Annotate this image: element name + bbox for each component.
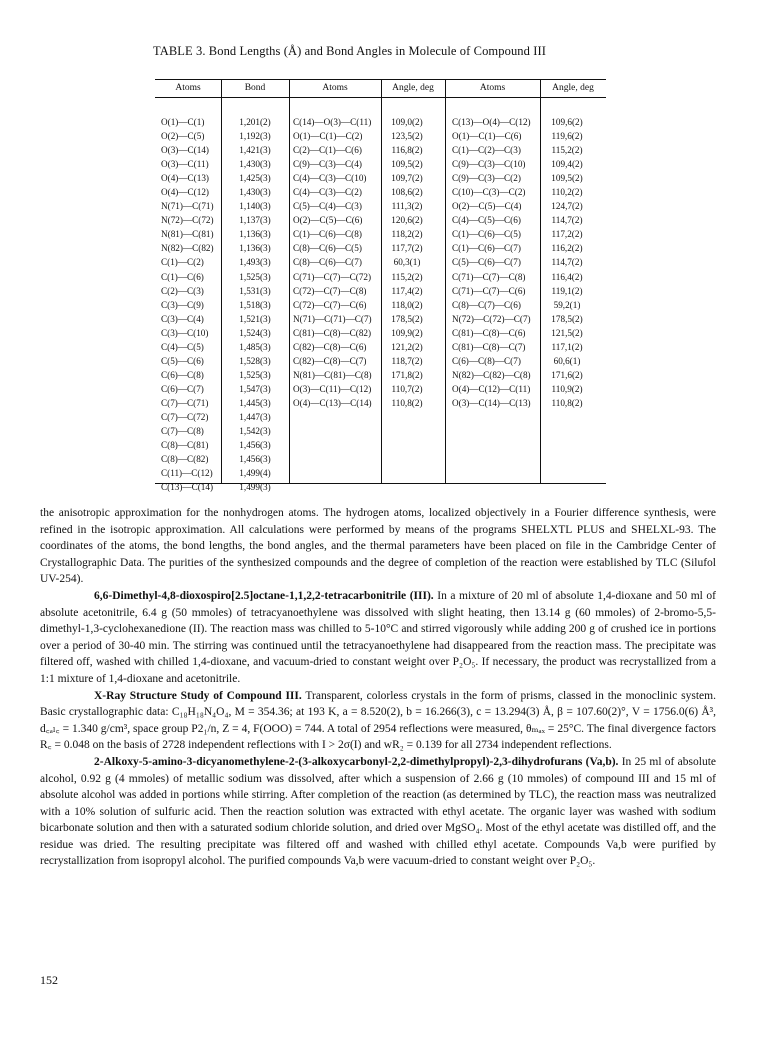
table-cell: C(72)—C(7)—C(8) [293, 285, 367, 296]
table-cell: 108,6(2) [391, 187, 423, 198]
table-cell: 1,430(3) [239, 187, 271, 198]
table-cell: O(3)—C(11) [161, 159, 209, 170]
table-cell: O(3)—C(14) [161, 145, 209, 156]
table-cell: 115,2(2) [551, 145, 583, 156]
paragraph [40, 588, 716, 688]
table-cell: 1,425(3) [239, 173, 271, 184]
table-cell: 116,8(2) [391, 145, 423, 156]
table-cell: C(2)—C(3) [161, 285, 204, 296]
table-cell: C(10)—C(3)—C(2) [452, 187, 526, 198]
table-cell: C(1)—C(6)—C(8) [293, 229, 362, 240]
table-cell: O(1)—C(1)—C(2) [293, 131, 363, 142]
table-cell: 109,0(2) [391, 117, 423, 127]
table-cell: C(71)—C(7)—C(6) [452, 285, 526, 296]
paragraph-heading: X-Ray Structure Study of Compound III. [94, 689, 302, 702]
table-cell: N(71)—C(71)—C(7) [293, 313, 372, 324]
column-bond-lengths [231, 115, 279, 494]
table-cell: 171,6(2) [551, 369, 583, 380]
table-cell: C(8)—C(81) [161, 440, 209, 451]
table-cell: 118,0(2) [391, 299, 423, 310]
table-cell: 109,9(2) [391, 327, 423, 338]
table-cell: 1,456(3) [239, 454, 271, 465]
table-cell: 59,2(1) [553, 299, 581, 310]
table-cell: 118,7(2) [391, 355, 423, 366]
table-cell: N(72)—C(72)—C(7) [452, 313, 531, 324]
table-cell: 117,7(2) [391, 243, 423, 254]
table-cell: C(6)—C(7) [161, 383, 204, 394]
paragraph [40, 688, 716, 754]
table-cell: O(4)—C(13)—C(14) [293, 397, 372, 408]
header-atoms: Atoms [175, 83, 201, 93]
table-cell: 1,493(3) [239, 257, 271, 268]
table-cell: C(9)—C(3)—C(4) [293, 159, 362, 170]
table-cell: O(2)—C(5) [161, 131, 205, 142]
paragraph-heading: 2-Alkoxy-5-amino-3-dicyanomethylene-2-(3-alkoxycarbonyl-2,2-dimethylpropyl)-2,3-dihydrofurans (Va,b). [94, 755, 619, 768]
table-cell: C(71)—C(7)—C(72) [293, 271, 372, 282]
table-cell: O(1)—C(1)—C(6) [452, 131, 522, 142]
table-cell: N(81)—C(81)—C(8) [293, 369, 372, 380]
table-cell: N(72)—C(72) [161, 215, 214, 226]
table-cell: C(1)—C(6)—C(7) [452, 243, 521, 254]
paragraph-text: Transparent, colorless crystals in the form of prisms, classed in the monoclinic system. Basic crystallographic data: C₁₈H₁₈N₄O₄, M = 354.36; at 193 K, a = 8.520(2), b = 16.266(3), c = 13.294(3) Å, β = 107.60(2)°, V = 1756.0(6) Å³, d꜀ₐₗ꜀ = 1.340 g/cm³, space group P2₁/n, Z = 4, F(OOO) = 744. A total of 2954 reflections were measured, θₘₐₓ = 25°C. The final divergence factors R꜀ = 0.048 on the basis of 2728 independent reflections with I > 2σ(I) and wR₂ = 0.139 for all 2734 independent reflections. [40, 689, 716, 752]
paragraph [40, 754, 716, 870]
header-angle: Angle, deg [552, 83, 594, 93]
table-cell: 114,7(2) [551, 215, 583, 226]
table-cell: O(2)—C(5)—C(6) [293, 215, 363, 226]
table-cell: 109,6(2) [551, 117, 583, 127]
table-cell: 178,5(2) [391, 313, 423, 324]
column-atoms [161, 115, 221, 494]
header-bond: Bond [244, 83, 266, 93]
table-cell: 1,525(3) [239, 271, 271, 282]
table-cell: 1,447(3) [239, 411, 271, 422]
table-cell: C(9)—C(3)—C(10) [452, 159, 526, 170]
table-cell: C(1)—C(2)—C(3) [452, 145, 521, 156]
table-cell: O(1)—C(1) [161, 117, 205, 127]
table-cell: 1,192(3) [239, 131, 271, 142]
table-cell: C(8)—C(82) [161, 454, 209, 465]
table-cell: 1,499(4) [239, 468, 271, 479]
table-cell: 110,7(2) [391, 383, 423, 394]
column-angle-atoms [452, 115, 544, 410]
table-cell: C(5)—C(4)—C(3) [293, 201, 362, 212]
table-cell: 1,136(3) [239, 229, 271, 240]
table-cell: 1,136(3) [239, 243, 271, 254]
table-cell: 1,499(3) [239, 482, 271, 493]
table-cell: C(9)—C(3)—C(2) [452, 173, 521, 184]
table-cell: 119,6(2) [551, 131, 583, 142]
table-cell: C(8)—C(6)—C(7) [293, 257, 362, 268]
table-cell: 123,5(2) [391, 131, 423, 142]
table-cell: N(82)—C(82)—C(8) [452, 369, 531, 380]
table-cell: 60,3(1) [393, 257, 421, 268]
table-cell: O(4)—C(12)—C(11) [452, 383, 531, 394]
table-divider [221, 79, 222, 484]
table-cell: 1,528(3) [239, 355, 271, 366]
table-cell: 117,4(2) [391, 285, 423, 296]
table-cell: C(3)—C(10) [161, 327, 209, 338]
column-angles [383, 115, 431, 410]
table-cell: O(4)—C(12) [161, 187, 209, 198]
table-cell: 114,7(2) [551, 257, 583, 268]
table-cell: 115,2(2) [391, 271, 423, 282]
table-cell: C(81)—C(8)—C(82) [293, 327, 372, 338]
table-cell: 1,421(3) [239, 145, 271, 156]
header-angle: Angle, deg [392, 83, 434, 93]
table-cell: 117,2(2) [551, 229, 583, 240]
table-cell: 1,456(3) [239, 440, 271, 451]
table-cell: N(81)—C(81) [161, 229, 214, 240]
table-cell: C(14)—O(3)—C(11) [293, 117, 372, 127]
table-cell: C(8)—C(6)—C(5) [293, 243, 362, 254]
table-cell: C(7)—C(72) [161, 411, 209, 422]
table-cell: 110,8(2) [551, 397, 583, 408]
table-cell: C(7)—C(71) [161, 397, 209, 408]
table-cell: C(72)—C(7)—C(6) [293, 299, 367, 310]
table-cell: 1,524(3) [239, 327, 271, 338]
table-cell: C(81)—C(8)—C(7) [452, 341, 526, 352]
table-cell: 1,201(2) [239, 117, 271, 127]
table-cell: C(1)—C(2) [161, 257, 204, 268]
table-cell: C(7)—C(8) [161, 426, 204, 437]
table-cell: 120,6(2) [391, 215, 423, 226]
page-number: 152 [40, 973, 58, 987]
table-cell: 1,525(3) [239, 369, 271, 380]
bond-table [155, 79, 606, 493]
table-cell: C(1)—C(6) [161, 271, 204, 282]
table-cell: 1,518(3) [239, 299, 271, 310]
table-cell: C(82)—C(8)—C(6) [293, 341, 367, 352]
table-cell: 1,485(3) [239, 341, 271, 352]
table-cell: C(2)—C(1)—C(6) [293, 145, 362, 156]
table-cell: C(71)—C(7)—C(8) [452, 271, 526, 282]
table-cell: 116,2(2) [551, 243, 583, 254]
table-cell: 109,5(2) [551, 173, 583, 184]
table-cell: 109,7(2) [391, 173, 423, 184]
table-cell: 124,7(2) [551, 201, 583, 212]
table-cell: 118,2(2) [391, 229, 423, 240]
table-cell: C(6)—C(8)—C(7) [452, 355, 521, 366]
table-cell: 121,5(2) [551, 327, 583, 338]
table-divider [445, 79, 446, 484]
body-text [40, 505, 716, 870]
table-cell: 60,6(1) [553, 355, 581, 366]
table-cell: 171,8(2) [391, 369, 423, 380]
table-divider [289, 79, 290, 484]
table-cell: N(71)—C(71) [161, 201, 214, 212]
table-cell: C(1)—C(6)—C(5) [452, 229, 521, 240]
table-cell: C(13)—C(14) [161, 482, 214, 493]
table-cell: C(5)—C(6)—C(7) [452, 257, 521, 268]
table-cell: C(4)—C(3)—C(10) [293, 173, 367, 184]
paragraph-heading: 6,6-Dimethyl-4,8-dioxospiro[2.5]octane-1,1,2,2-tetracarbonitrile (III). [94, 589, 434, 602]
table-cell: C(3)—C(4) [161, 313, 204, 324]
table-cell: O(3)—C(14)—C(13) [452, 397, 531, 408]
paragraph-text: In 25 ml of absolute alcohol, 0.92 g (4 mmoles) of metallic sodium was dissolved, after which a suspension of 2.66 g (10 mmoles) of compound III and 15 ml of absolute alcohol was added in portions while stirring. After completion of the reaction (as determined by TLC), the reaction mass was neutralized with a 10% solution of sulfuric acid. Then the reaction solution was extracted with ethyl acetate. The organic layer was washed with sodium bicarbonate solution and then with a saturated sodium chloride solution, and dried over MgSO₄. Most of the ethyl acetate was distilled off, and the residue was dried. The resulting precipitate was filtered off and washed with chilled ethyl acetate. Compounds Va,b were purified by recrystallization from isopropyl alcohol. The purified compounds Va,b were vacuum-dried to constant weight over P₂O₅. [40, 755, 716, 868]
column-angle-atoms [293, 115, 388, 410]
table-cell: O(4)—C(13) [161, 173, 209, 184]
table-cell: 1,521(3) [239, 313, 271, 324]
table-cell: O(3)—C(11)—C(12) [293, 383, 372, 394]
table-cell: 1,140(3) [239, 201, 271, 212]
table-cell: 1,542(3) [239, 426, 271, 437]
table-cell: 110,2(2) [551, 187, 583, 198]
table-cell: 109,5(2) [391, 159, 423, 170]
table-caption: TABLE 3. Bond Lengths (Å) and Bond Angles in Molecule of Compound III [153, 44, 547, 58]
table-cell: 119,1(2) [551, 285, 583, 296]
table-cell: 1,547(3) [239, 383, 271, 394]
table-cell: 110,9(2) [551, 383, 583, 394]
table-cell: 110,8(2) [391, 397, 423, 408]
table-cell: 111,3(2) [391, 201, 423, 212]
table-cell: 1,430(3) [239, 159, 271, 170]
table-cell: 116,4(2) [551, 271, 583, 282]
table-cell: O(2)—C(5)—C(4) [452, 201, 522, 212]
header-atoms: Atoms [322, 83, 348, 93]
table-cell: C(8)—C(7)—C(6) [452, 299, 521, 310]
paragraph-text: In a mixture of 20 ml of absolute 1,4-dioxane and 50 ml of absolute acetonitrile, 6.4 g (50 mmoles) of tetracyanoethylene was dissolved with slight heating, then 13.14 g (60 mmoles) of 2-bromo-5,5-dimethyl-1,3-cyclohexanedione (II). The reaction mass was chilled to 5-10°C and stirred vigorously while adding 200 g of crushed ice in portions over a period of 30-40 min. The stirring was continued until the tetracyanoethylene had disappeared from the reaction mass. The precipitate was filtered off, washed with chilled 1,4-dioxane, and vacuum-dried to constant weight over P₂O₅. If necessary, the product was recrystallized from a 1:1 mixture of 1,4-dioxane and acetonitrile. [40, 589, 716, 685]
paragraph: the anisotropic approximation for the nonhydrogen atoms. The hydrogen atoms, localized objectively in a Fourier difference synthesis, were refined in the isotropic approximation. All calculations were performed by means of the programs SHELXTL PLUS and SHELXL-93. The coordinates of the atoms, the bond lengths, the bond angles, and the thermal parameters have been placed on file in the Cambridge Center of Crystallographic Data. The purities of the synthesized compounds and the degree of completion of the reaction were established by TLC (Silufol UV-254). [40, 507, 716, 586]
table-cell: C(4)—C(5) [161, 341, 204, 352]
table-cell: C(81)—C(8)—C(6) [452, 327, 526, 338]
table-cell: C(6)—C(8) [161, 369, 204, 380]
table-cell: 178,5(2) [551, 313, 583, 324]
table-cell: C(3)—C(9) [161, 299, 204, 310]
table-cell: 121,2(2) [391, 341, 423, 352]
table-cell: 109,4(2) [551, 159, 583, 170]
table-cell: C(4)—C(5)—C(6) [452, 215, 521, 226]
table-cell: 117,1(2) [551, 341, 583, 352]
table-cell: C(4)—C(3)—C(2) [293, 187, 362, 198]
table-cell: C(13)—O(4)—C(12) [452, 117, 531, 127]
table-cell: 1,137(3) [239, 215, 271, 226]
header-atoms: Atoms [479, 83, 506, 93]
table-cell: 1,445(3) [239, 397, 271, 408]
table-cell: N(82)—C(82) [161, 243, 214, 254]
table-cell: C(11)—C(12) [161, 468, 213, 479]
column-angles [539, 115, 595, 410]
table-cell: 1,531(3) [239, 285, 271, 296]
table-cell: C(5)—C(6) [161, 355, 204, 366]
table-cell: C(82)—C(8)—C(7) [293, 355, 367, 366]
